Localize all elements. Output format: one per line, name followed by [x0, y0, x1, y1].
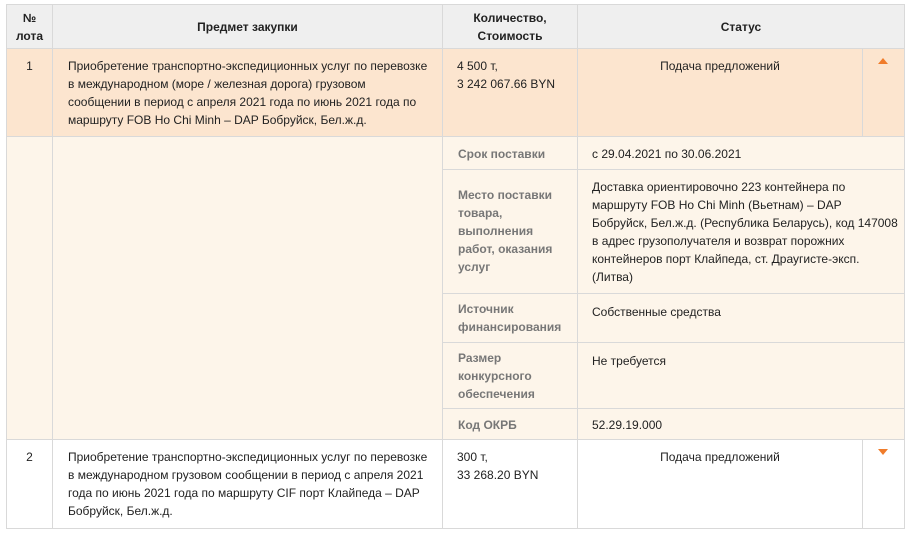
detail-label-delivery-period: Срок поставки — [443, 137, 577, 169]
details-spacer-subject — [53, 137, 442, 439]
detail-label-delivery-place: Место поставки товара, выполнения работ, оказания услуг — [443, 170, 577, 293]
header-status: Статус — [578, 5, 904, 48]
expand-arrow-down-icon[interactable] — [878, 449, 888, 455]
lot-1-status: Подача предложений — [578, 49, 862, 136]
lot-1-cost: 3 242 067.66 BYN — [457, 77, 556, 91]
lots-table — [6, 4, 905, 529]
detail-label-okrb-code: Код ОКРБ — [443, 409, 577, 439]
collapse-arrow-up-icon[interactable] — [878, 58, 888, 64]
detail-label-funding-source: Источник финансирования — [443, 294, 577, 342]
detail-value-bid-security: Не требуется — [578, 343, 904, 408]
lot-1-toggle[interactable] — [863, 49, 904, 136]
detail-value-funding-source: Собственные средства — [578, 294, 904, 342]
header-lot-number: № лота — [7, 5, 52, 48]
lot-2-quantity: 300 т, — [457, 450, 488, 464]
lot-2-quantity-cost — [443, 440, 577, 528]
detail-value-delivery-place: Доставка ориентировочно 223 контейнера по маршруту FOB Ho Chi Minh (Вьетнам) – DAP Бобруйск, Бел.ж.д. (Республика Беларусь), код 147008 в адрес грузополучателя и возврат порожних контейнеров порт Клайпеда, ст. Драугисте-эксп. (Литва) — [578, 170, 904, 293]
details-spacer-left — [7, 137, 52, 439]
lot-2-toggle[interactable] — [863, 440, 904, 528]
detail-value-okrb-code: 52.29.19.000 — [578, 409, 904, 439]
header-subject: Предмет закупки — [53, 5, 442, 48]
lot-2-status: Подача предложений — [578, 440, 862, 528]
lot-1-quantity-cost — [443, 49, 577, 136]
lot-1-number: 1 — [7, 49, 52, 136]
lot-2-subject[interactable]: Приобретение транспортно-экспедиционных услуг по перевозке в международном грузовом сообщении в период с апреля 2021 года по июнь 2021 года по маршруту CIF порт Клайпеда – DAP Бобруйск, Бел.ж.д. — [53, 440, 442, 528]
detail-value-delivery-period: с 29.04.2021 по 30.06.2021 — [578, 137, 904, 169]
lot-2-cost: 33 268.20 BYN — [457, 468, 539, 482]
header-quantity-cost: Количество, Стоимость — [443, 5, 577, 48]
lot-1-quantity: 4 500 т, — [457, 59, 498, 73]
lot-2-number: 2 — [7, 440, 52, 528]
detail-label-bid-security: Размер конкурсного обеспечения — [443, 343, 577, 408]
lot-1-subject[interactable]: Приобретение транспортно-экспедиционных услуг по перевозке в международном (море / железная дорога) грузовом сообщении в период с апреля 2021 года по июнь 2021 года по маршруту FOB Ho Chi Minh – DAP Бобруйск, Бел.ж.д. — [53, 49, 442, 136]
